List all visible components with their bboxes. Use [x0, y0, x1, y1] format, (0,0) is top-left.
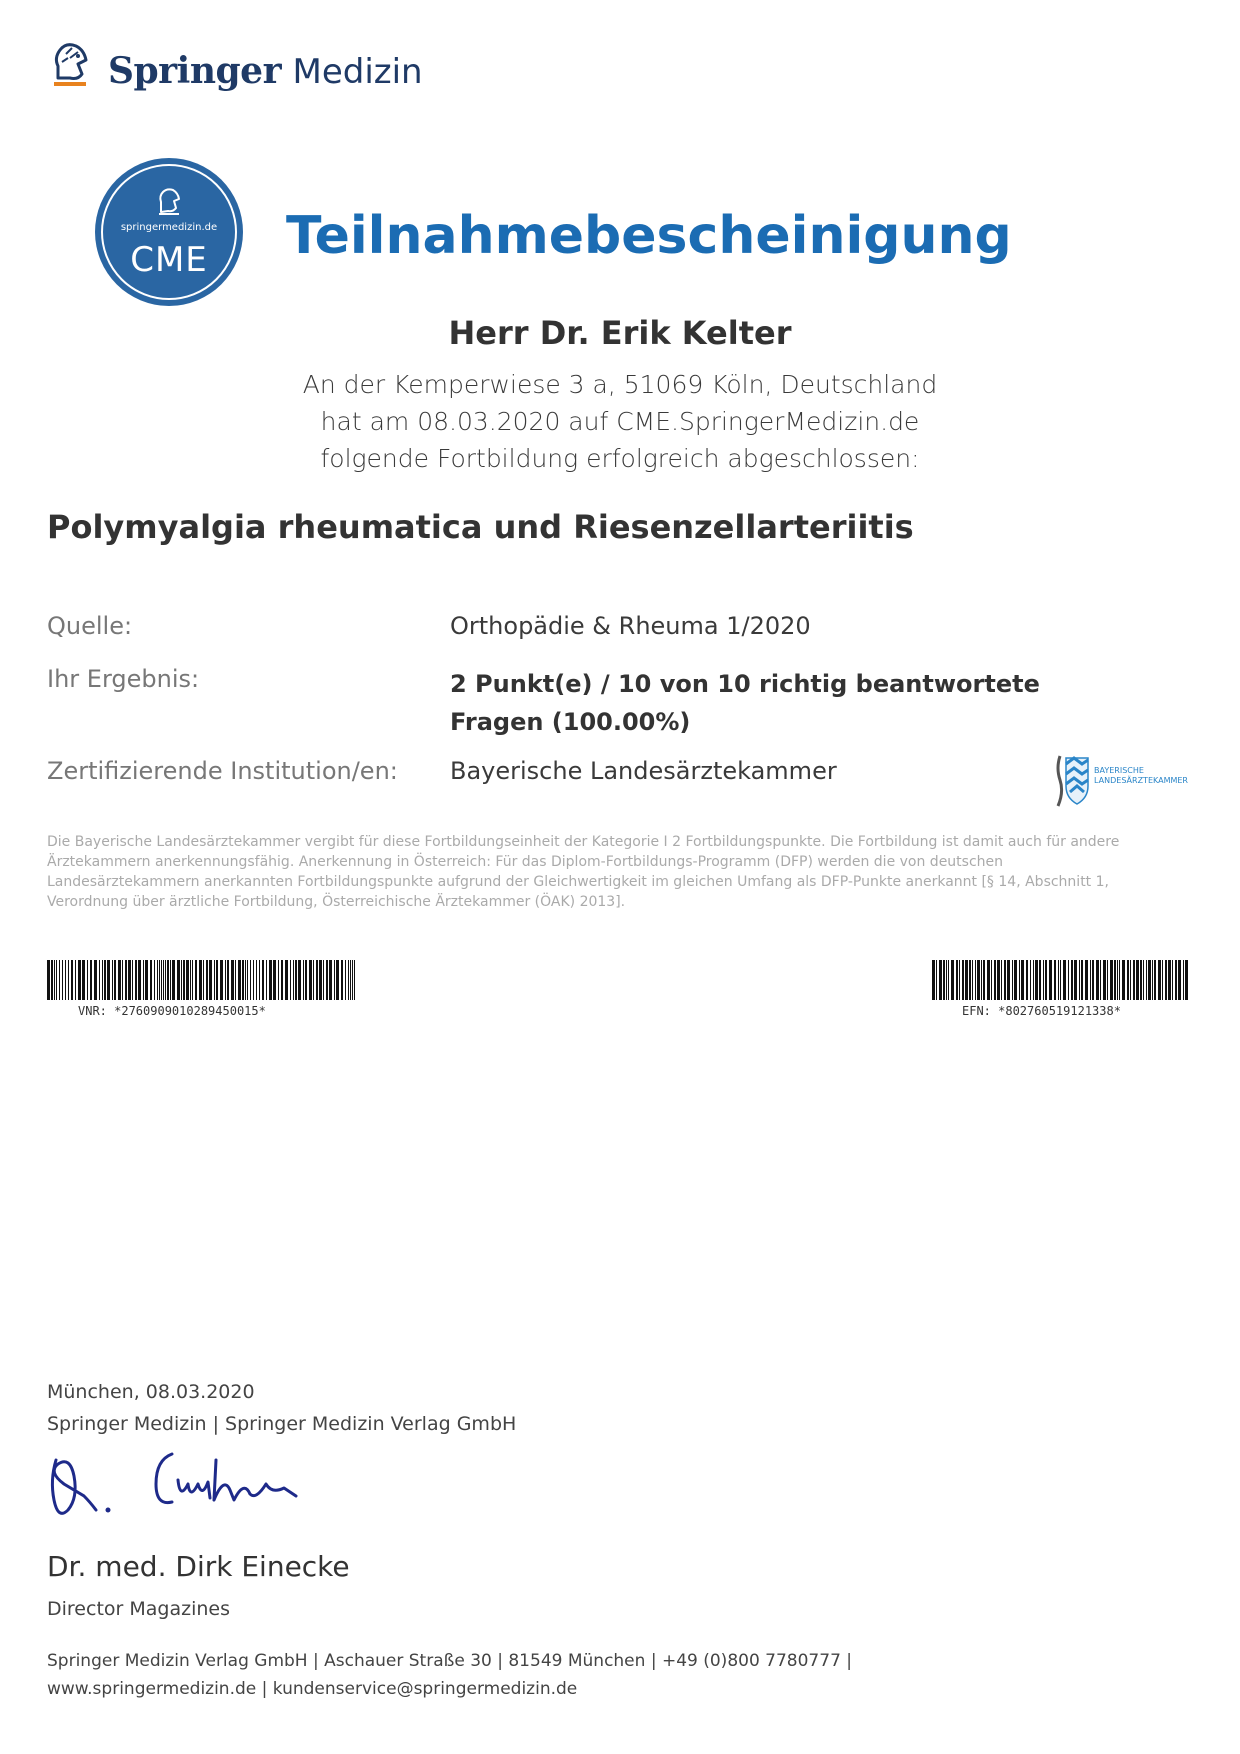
vnr-code: VNR: *2760909010289450015* — [78, 1004, 266, 1018]
barcode-bar — [948, 960, 949, 1000]
signer-role: Director Magazines — [47, 1598, 230, 1620]
barcode-bar — [309, 960, 312, 1000]
barcode-bar — [341, 960, 343, 1000]
barcode-bar — [1183, 960, 1184, 1000]
barcode-bar — [59, 960, 60, 1000]
barcode-bar — [1146, 960, 1147, 1000]
springer-horse-icon — [48, 40, 94, 90]
barcode-bar — [132, 960, 133, 1000]
barcode-bar — [206, 960, 208, 1000]
badge-horse-icon — [155, 186, 183, 216]
barcode-bar — [138, 960, 141, 1000]
barcode-bar — [161, 960, 162, 1000]
barcode-bar — [235, 960, 236, 1000]
barcode-bar — [1074, 960, 1077, 1000]
barcode-bar — [159, 960, 160, 1000]
barcode-bar — [1110, 960, 1113, 1000]
barcode-bar — [209, 960, 212, 1000]
barcode-bar — [981, 960, 982, 1000]
barcode-bar — [1035, 960, 1038, 1000]
barcode-bar — [128, 960, 131, 1000]
barcode-bar — [987, 960, 990, 1000]
barcode-bar — [345, 960, 346, 1000]
institution-value: Bayerische Landesärztekammer — [450, 757, 837, 785]
barcode-bar — [298, 960, 301, 1000]
barcode-bar — [1148, 960, 1151, 1000]
efn-barcode — [932, 960, 1190, 1000]
barcode-bar — [1090, 960, 1091, 1000]
barcode-bar — [214, 960, 215, 1000]
institution-logo-line2: LANDESÄRZTEKAMMER — [1094, 776, 1188, 785]
barcode-bar — [956, 960, 958, 1000]
barcode-bar — [1085, 960, 1088, 1000]
badge-label: CME — [130, 240, 208, 280]
barcode-bar — [203, 960, 204, 1000]
barcode-bar — [354, 960, 355, 1000]
barcode-bar — [962, 960, 964, 1000]
barcode-bar — [972, 960, 973, 1000]
barcode-bar — [273, 960, 276, 1000]
source-label: Quelle: — [47, 612, 133, 640]
barcode-bar — [1158, 960, 1161, 1000]
barcode-bar — [305, 960, 307, 1000]
barcode-bar — [195, 960, 197, 1000]
barcode-bar — [319, 960, 322, 1000]
barcode-bar — [122, 960, 123, 1000]
barcode-bar — [143, 960, 144, 1000]
badge-url: springermedizin.de — [120, 222, 218, 233]
barcode-bar — [1033, 960, 1034, 1000]
barcode-bar — [1152, 960, 1153, 1000]
disclaimer-text: Die Bayerische Landesärztekammer vergibt für diese Fortbildungseinheit der Kategorie I 2 Fortbildungspunkte. Die Fortbildung ist damit auch für andere Ärztekammern anerkennungsfähig. Anerkennung in Österreich: Für das Diplom-Fortbildungs-Programm (DFP) werden die von deutschen Landesärztekammern anerkannten Fortbildungspunkte aufgrund der Gleichwertigkeit im gleichen Umfang als DFP-Punkte anerkannt [§ 14, Abschnitt 1, Verordnung über ärztliche Fortbildung, Österreichische Ärztekammer (ÖAK) 2013]. — [47, 834, 1120, 910]
barcode-bar — [150, 960, 152, 1000]
barcode-bar — [946, 960, 947, 1000]
barcode-bar — [1140, 960, 1142, 1000]
barcode-bar — [1136, 960, 1139, 1000]
barcode-bar — [994, 960, 996, 1000]
barcode-bar — [1100, 960, 1101, 1000]
footer-contact: Springer Medizin Verlag GmbH | Aschauer Straße 30 | 81549 München | +49 (0)800 7780777 | www.springermedizin.de | kundenservice@springermedizin.de — [47, 1651, 853, 1699]
barcode-bar — [102, 960, 103, 1000]
barcode-bar — [336, 960, 339, 1000]
completion-date-line: hat am 08.03.2020 auf CME.SpringerMedizin.de — [320, 407, 920, 436]
signer-name: Dr. med. Dirk Einecke — [47, 1550, 350, 1583]
barcode-bar — [1130, 960, 1131, 1000]
barcode-bar — [285, 960, 288, 1000]
barcode-bar — [1007, 960, 1010, 1000]
barcode-bar — [334, 960, 335, 1000]
barcode-bar — [329, 960, 332, 1000]
barcode-bar — [977, 960, 980, 1000]
result-value: 2 Punkt(e) / 10 von 10 richtig beantwortete Fragen (100.00%) — [450, 670, 1040, 736]
barcode-bar — [313, 960, 314, 1000]
barcode-bar — [348, 960, 349, 1000]
barcode-bar — [112, 960, 113, 1000]
springer-medizin-logo — [48, 40, 423, 100]
certificate-title: Teilnahmebescheinigung — [286, 206, 1012, 266]
barcode-bar — [82, 960, 85, 1000]
barcode-bar — [295, 960, 297, 1000]
recipient-name: Herr Dr. Erik Kelter — [448, 314, 792, 352]
barcode-bar — [959, 960, 960, 1000]
barcode-bar — [51, 960, 53, 1000]
institution-label: Zertifizierende Institution/en: — [47, 757, 398, 785]
barcode-bar — [936, 960, 937, 1000]
barcode-bar — [316, 960, 318, 1000]
barcode-bar — [266, 960, 267, 1000]
barcode-bar — [157, 960, 158, 1000]
barcode-bar — [323, 960, 324, 1000]
barcode-bar — [1060, 960, 1061, 1000]
barcode-bar — [231, 960, 234, 1000]
barcode-bar — [94, 960, 97, 1000]
barcode-bar — [253, 960, 254, 1000]
barcode-bar — [71, 960, 73, 1000]
barcode-bar — [352, 960, 353, 1000]
barcode-bar — [975, 960, 976, 1000]
barcode-bar — [56, 960, 57, 1000]
barcode-bar — [68, 960, 69, 1000]
place-date: München, 08.03.2020 — [47, 1381, 255, 1403]
barcode-bar — [78, 960, 81, 1000]
barcode-bar — [118, 960, 121, 1000]
barcode-bar — [181, 960, 182, 1000]
barcode-bar — [1165, 960, 1167, 1000]
result-label: Ihr Ergebnis: — [47, 665, 200, 693]
barcode-bar — [991, 960, 992, 1000]
barcode-bar — [1162, 960, 1163, 1000]
barcode-bar — [114, 960, 116, 1000]
barcode-bar — [220, 960, 223, 1000]
barcode-bar — [1103, 960, 1106, 1000]
barcode-bar — [247, 960, 248, 1000]
barcode-bar — [87, 960, 88, 1000]
barcode-bar — [350, 960, 351, 1000]
barcode-bar — [1154, 960, 1156, 1000]
barcode-bar — [278, 960, 279, 1000]
barcode-bar — [1026, 960, 1028, 1000]
barcode-bar — [1049, 960, 1052, 1000]
recipient-address: An der Kemperwiese 3 a, 51069 Köln, Deutschland — [302, 370, 938, 399]
barcode-bar — [1143, 960, 1144, 1000]
barcode-bar — [1001, 960, 1002, 1000]
barcode-bar — [75, 960, 76, 1000]
vnr-barcode — [47, 960, 357, 1000]
barcode-bar — [1030, 960, 1031, 1000]
cme-badge — [95, 158, 243, 306]
barcode-bar — [1127, 960, 1129, 1000]
barcode-bar — [256, 960, 257, 1000]
barcode-bar — [107, 960, 110, 1000]
barcode-bar — [1014, 960, 1017, 1000]
barcode-bar — [951, 960, 954, 1000]
publisher-line: Springer Medizin | Springer Medizin Verlag GmbH — [47, 1413, 517, 1435]
barcode-bar — [997, 960, 1000, 1000]
barcode-bar — [969, 960, 971, 1000]
barcode-bar — [47, 960, 50, 1000]
barcode-bar — [1039, 960, 1041, 1000]
barcode-bar — [1096, 960, 1099, 1000]
barcode-bar — [1122, 960, 1125, 1000]
institution-logo-text — [1094, 766, 1188, 786]
barcode-bar — [1107, 960, 1108, 1000]
barcode-bar — [125, 960, 127, 1000]
bavarian-crest-icon — [1052, 752, 1092, 810]
barcode-bar — [1068, 960, 1069, 1000]
barcode-bar — [1054, 960, 1056, 1000]
course-title: Polymyalgia rheumatica und Riesenzellarteriitis — [47, 508, 914, 546]
barcode-bar — [1133, 960, 1135, 1000]
barcode-bar — [983, 960, 985, 1000]
barcode-bar — [99, 960, 100, 1000]
barcode-bar — [227, 960, 229, 1000]
barcode-bar — [54, 960, 55, 1000]
efn-code: EFN: *802760519121338* — [962, 1004, 1121, 1018]
barcode-bar — [303, 960, 304, 1000]
barcode-bar — [1081, 960, 1083, 1000]
barcode-bar — [1172, 960, 1173, 1000]
barcode-bar — [1045, 960, 1047, 1000]
barcode-bar — [1119, 960, 1120, 1000]
barcode-bar — [145, 960, 148, 1000]
handwritten-signature — [44, 1440, 354, 1530]
barcode-bar — [90, 960, 92, 1000]
barcode-bar — [1019, 960, 1020, 1000]
barcode-bar — [932, 960, 935, 1000]
barcode-bar — [154, 960, 155, 1000]
barcode-bar — [250, 960, 251, 1000]
institution-logo-line1: BAYERISCHE — [1094, 766, 1144, 775]
barcode-bar — [163, 960, 164, 1000]
barcode-bar — [225, 960, 226, 1000]
barcode-bar — [177, 960, 180, 1000]
brand-wordmark — [108, 50, 423, 92]
barcode-bar — [1185, 960, 1188, 1000]
barcode-bar — [62, 960, 63, 1000]
barcode-bar — [135, 960, 137, 1000]
barcode-bar — [1092, 960, 1094, 1000]
barcode-bar — [965, 960, 968, 1000]
barcode-bar — [190, 960, 191, 1000]
barcode-bar — [939, 960, 942, 1000]
barcode-bar — [943, 960, 945, 1000]
barcode-bar — [1114, 960, 1116, 1000]
barcode-bar — [167, 960, 169, 1000]
barcode-bar — [1079, 960, 1080, 1000]
barcode-bar — [262, 960, 264, 1000]
barcode-bar — [1043, 960, 1044, 1000]
barcode-bar — [1012, 960, 1013, 1000]
barcode-bar — [104, 960, 106, 1000]
barcode-bar — [170, 960, 171, 1000]
barcode-bar — [245, 960, 246, 1000]
barcode-bar — [259, 960, 260, 1000]
barcode-bar — [172, 960, 175, 1000]
barcode-bar — [238, 960, 241, 1000]
institution-logo — [1052, 752, 1192, 810]
barcode-bar — [1004, 960, 1006, 1000]
barcode-bar — [186, 960, 189, 1000]
barcode-bar — [293, 960, 294, 1000]
barcode-bar — [65, 960, 66, 1000]
barcode-bar — [269, 960, 272, 1000]
barcode-bar — [1178, 960, 1181, 1000]
barcode-bar — [1058, 960, 1059, 1000]
barcode-bar — [1071, 960, 1073, 1000]
barcode-bar — [242, 960, 244, 1000]
barcode-bar — [216, 960, 218, 1000]
source-value: Orthopädie & Rheuma 1/2020 — [450, 612, 811, 640]
barcode-bar — [1168, 960, 1171, 1000]
barcode-bar — [1021, 960, 1024, 1000]
barcode-bar — [183, 960, 185, 1000]
barcode-bar — [281, 960, 283, 1000]
barcode-bar — [192, 960, 193, 1000]
brand-bold: Springer — [108, 50, 282, 92]
barcode-bar — [290, 960, 291, 1000]
barcode-bar — [1175, 960, 1177, 1000]
brand-light: Medizin — [292, 52, 423, 92]
barcode-bar — [165, 960, 166, 1000]
completion-statement: folgende Fortbildung erfolgreich abgeschlossen: — [320, 444, 920, 473]
barcode-bar — [199, 960, 202, 1000]
barcode-bar — [1117, 960, 1118, 1000]
barcode-bar — [1063, 960, 1066, 1000]
barcode-bar — [326, 960, 328, 1000]
